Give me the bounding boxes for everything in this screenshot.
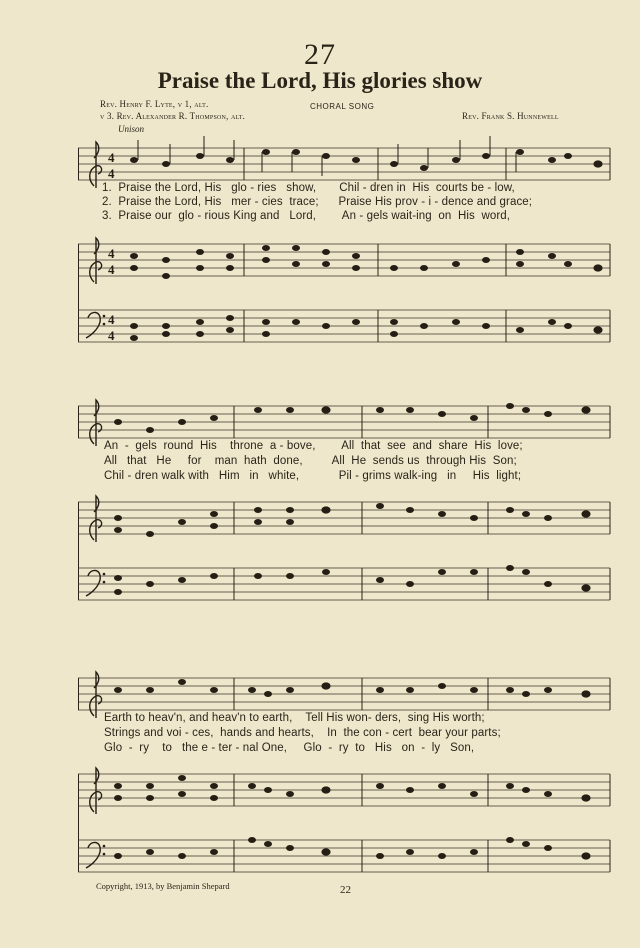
svg-text:4: 4	[108, 262, 115, 277]
lyric-system1-verse1: 1. Praise the Lord, His glo - ries show, Chil - dren in His courts be - low,	[102, 182, 515, 194]
music-system-1	[78, 140, 614, 350]
lyric-system2-verse1: An - gels round His throne a - bove, All that see and share His love;	[104, 440, 523, 452]
accompaniment-notes-upper	[114, 775, 590, 801]
bass-notes	[114, 565, 590, 595]
lyric-system3-verse1: Earth to heav'n, and heav'n to earth, Tell His won- ders, sing His worth;	[104, 712, 485, 724]
treble-clef-icon	[90, 400, 102, 446]
svg-text:4: 4	[108, 246, 115, 261]
svg-text:4: 4	[108, 166, 115, 181]
lyric-system2-verse2: All that He for man hath done, All He sends us through His Son;	[104, 455, 517, 467]
piano-treble-staff	[78, 774, 610, 806]
author-credit-line2: v 3. Rev. Alexander R. Thompson, alt.	[100, 111, 246, 121]
treble-clef-icon	[90, 672, 102, 718]
svg-text:4: 4	[108, 328, 115, 343]
treble-staff	[78, 148, 610, 180]
accompaniment-notes-upper	[114, 503, 590, 537]
hymn-number: 27	[304, 38, 336, 71]
copyright-notice: Copyright, 1913, by Benjamin Shepard	[96, 881, 230, 891]
bass-staff	[78, 568, 610, 600]
treble-clef-icon	[90, 238, 102, 284]
page-number: 22	[340, 884, 351, 896]
lyric-system1-verse2: 2. Praise the Lord, His mer - cies trace; Praise His prov - i - dence and grace;	[102, 196, 533, 208]
performance-marking: Unison	[118, 124, 145, 134]
piano-treble-staff	[78, 244, 610, 276]
svg-text:4: 4	[108, 312, 115, 327]
music-system-2	[78, 398, 614, 608]
treble-clef-icon	[90, 496, 102, 542]
lyric-system1-verse3: 3. Praise our glo - rious King and Lord, An - gels wait-ing on His word,	[102, 210, 511, 222]
treble-staff	[78, 406, 610, 438]
lyric-system2-verse3: Chil - dren walk with Him in white, Pil - grims walk-ing in His light;	[104, 470, 522, 482]
composer-credit: Rev. Frank S. Hunnewell	[462, 111, 559, 121]
treble-clef-icon	[90, 142, 102, 188]
hymn-title: Praise the Lord, His glories show	[157, 68, 483, 93]
lyric-system3-verse2: Strings and voi - ces, hands and hearts, In the con - cert bear your parts;	[104, 727, 501, 739]
bass-staff	[78, 840, 610, 872]
bass-notes	[130, 315, 602, 341]
lyric-system3-verse3: Glo - ry to the e - ter - nal One, Glo - ry to His on - ly Son,	[104, 742, 475, 754]
piano-treble-staff	[78, 502, 610, 534]
bass-staff	[78, 310, 610, 342]
music-system-3	[78, 670, 614, 880]
svg-text:4: 4	[108, 150, 115, 165]
melody-notes	[114, 403, 590, 433]
treble-clef-icon	[90, 768, 102, 814]
author-credit-line1: Rev. Henry F. Lyte, v 1, alt.	[100, 99, 209, 109]
tune-name: CHORAL SONG	[310, 102, 375, 111]
treble-staff	[78, 678, 610, 710]
accompaniment-notes-upper	[130, 245, 602, 279]
